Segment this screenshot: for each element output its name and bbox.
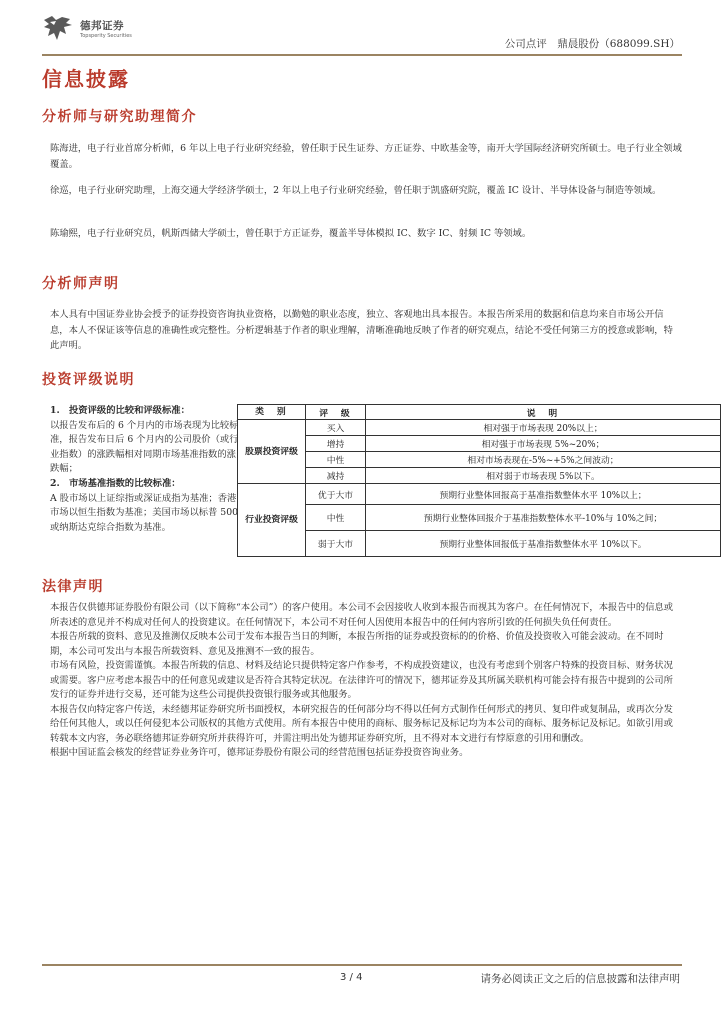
rating-description: 相对弱于市场表现 5%以下。 [366, 468, 721, 484]
rating-criteria-text-2: A 股市场以上证综指或深证成指为基准；香港市场以恒生指数为基准；美国市场以标普 500 或纳斯达克综合指数为基准。 [50, 492, 239, 533]
header-level: 评 级 [306, 405, 366, 420]
rating-criteria-heading-1: 1. 投资评级的比较和评级标准： [50, 405, 190, 416]
header-category: 类 别 [238, 405, 306, 420]
table-row [238, 420, 721, 436]
analyst-intro-paragraph: 陈瑜熙，电子行业研究员，帆斯西储大学硕士，曾任职于方正证券，覆盖半导体模拟 IC、数字 IC、射频 IC 等领域。 [50, 228, 532, 239]
rating-section [50, 404, 670, 564]
table-row [238, 484, 721, 505]
rating-level: 减持 [306, 468, 366, 484]
rating-description: 预期行业整体回报低于基准指数整体水平 10%以下。 [366, 531, 721, 557]
page-number: 3 / 4 [340, 972, 363, 983]
document-info: 公司点评 鼎晨股份（688099.SH） [504, 38, 680, 50]
rating-heading: 投资评级说明 [42, 372, 135, 388]
table-row [238, 468, 721, 484]
logo-horse-icon [42, 14, 76, 44]
legal-paragraph: 本报告仅供德邦证券股份有限公司（以下简称“本公司”）的客户使用。本公司不会因接收人收到本报告而视其为客户。在任何情况下，本报告中的信息或所表述的意见并不构成对任何人的投资建议。在任何情况下，本公司不对任何人因使用本报告中的任何内容所引致的任何损失负任何责任。 [50, 602, 674, 628]
analyst-intro-heading: 分析师与研究助理简介 [42, 109, 197, 125]
header-description: 说 明 [366, 405, 721, 420]
industry-rating-category: 行业投资评级 [238, 484, 306, 557]
rating-table [237, 404, 721, 557]
rating-level: 买入 [306, 420, 366, 436]
rating-criteria-heading-2: 2. 市场基准指数的比较标准： [50, 477, 181, 489]
footer-disclaimer: 请务必阅读正文之后的信息披露和法律声明 [480, 973, 680, 985]
logo-chinese-text: 德邦证券 [80, 20, 124, 32]
logo-english-text: Topsperity Securities [80, 33, 132, 39]
analyst-intro-paragraph: 陈海进，电子行业首席分析师，6 年以上电子行业研究经验，曾任职于民生证券、方正证券、中欧基金等，南开大学国际经济研究所硕士。电子行业全领域覆盖。 [50, 143, 682, 170]
rating-description: 相对强于市场表现 20%以上； [366, 420, 721, 436]
rating-criteria-text-1: 以报告发布后的 6 个月内的市场表现为比较标准，报告发布日后 6 个月内的公司股价（或行业指数）的涨跌幅相对同期市场基准指数的涨跌幅； [50, 419, 239, 475]
legal-text [50, 601, 682, 761]
table-row [238, 505, 721, 531]
table-row [238, 436, 721, 452]
rating-level: 弱于大市 [306, 531, 366, 557]
footer-divider [42, 964, 682, 966]
analyst-intro-paragraph: 徐巡，电子行业研究助理，上海交通大学经济学硕士，2 年以上电子行业研究经验，曾任职于凯盛研究院，覆盖 IC 设计、半导体设备与制造等领域。 [50, 185, 662, 196]
stock-rating-category: 股票投资评级 [238, 420, 306, 484]
company-logo [42, 14, 152, 46]
analyst-statement-heading: 分析师声明 [42, 276, 120, 292]
rating-criteria [50, 404, 240, 535]
rating-description: 预期行业整体回报介于基准指数整体水平-10%与 10%之间； [366, 505, 721, 531]
legal-heading: 法律声明 [42, 579, 104, 595]
rating-level: 中性 [306, 452, 366, 468]
legal-paragraph: 本报告所载的资料、意见及推测仅反映本公司于发布本报告当日的判断，本报告所指的证券或投资标的的价格、价值及投资收入可能会波动。在不同时期，本公司可发出与本报告所载资料、意见及推测不一致的报告。 [50, 631, 664, 657]
legal-paragraph: 根据中国证监会核发的经营证券业务许可，德邦证券股份有限公司的经营范围包括证券投资咨询业务。 [50, 747, 469, 758]
table-row [238, 531, 721, 557]
rating-level: 优于大市 [306, 484, 366, 505]
rating-level: 中性 [306, 505, 366, 531]
rating-description: 预期行业整体回报高于基准指数整体水平 10%以上； [366, 484, 721, 505]
page-title: 信息披露 [42, 67, 130, 91]
table-row [238, 452, 721, 468]
header-divider [42, 54, 682, 56]
legal-paragraph: 本报告仅向特定客户传送，未经德邦证券研究所书面授权，本研究报告的任何部分均不得以任何方式制作任何形式的拷贝、复印件或复制品，或再次分发给任何其他人，或以任何侵犯本公司版权的其他方式使用。所有本报告中使用的商标、服务标记及标记均为本公司的商标、服务标记及标记。如欲引用或转载本文内容，务必联络德邦证券研究所并获得许可，并需注明出处为德邦证券研究所，且不得对本文进行有悖原意的引用和删改。 [50, 703, 673, 744]
analyst-statement-text: 本人具有中国证券业协会授予的证券投资咨询执业资格，以勤勉的职业态度，独立、客观地出具本报告。本报告所采用的数据和信息均来自市场公开信息，本人不保证该等信息的准确性或完整性。分析逻辑基于作者的职业理解，清晰准确地反映了作者的研究观点，结论不受任何第三方的授意或影响，特此声明。 [50, 309, 673, 351]
rating-level: 增持 [306, 436, 366, 452]
rating-table-header [238, 405, 721, 420]
legal-paragraph: 市场有风险，投资需谨慎。本报告所载的信息、材料及结论只提供特定客户作参考，不构成投资建议，也没有考虑到个别客户特殊的投资目标、财务状况或需要。客户应考虑本报告中的任何意见或建议是否符合其特定状况。在法律许可的情况下，德邦证券及其所属关联机构可能会持有报告中提到的公司所发行的证券并进行交易，还可能为这些公司提供投资银行服务或其他服务。 [50, 660, 673, 700]
rating-description: 相对市场表现在-5%~+5%之间波动； [366, 452, 721, 468]
rating-description: 相对强于市场表现 5%~20%； [366, 436, 721, 452]
